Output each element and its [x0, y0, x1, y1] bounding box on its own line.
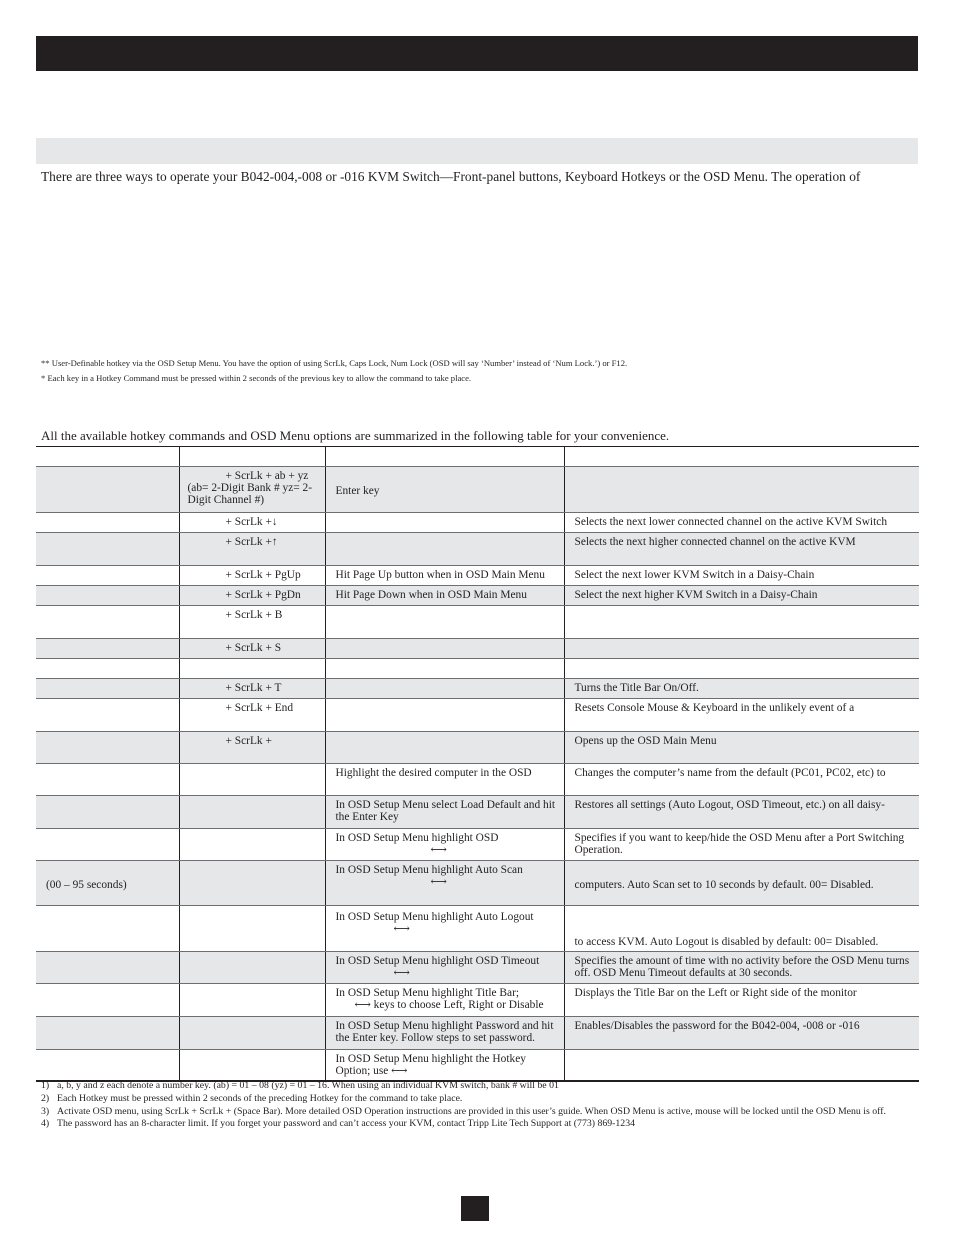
table-row: [36, 906, 919, 952]
osd-cell: Highlight the desired computer in the OSD: [325, 764, 564, 796]
hotkey-cell: [179, 796, 325, 829]
function-cell: [36, 566, 179, 586]
description-cell: Select the next higher KVM Switch in a Daisy-Chain: [564, 586, 919, 606]
description-cell: Opens up the OSD Main Menu: [564, 732, 919, 764]
footnote-number: 2): [41, 1092, 50, 1104]
hotkey-subtext: (ab= 2-Digit Bank # yz= 2-Digit Channel #): [187, 482, 313, 506]
function-cell: [36, 984, 179, 1017]
function-cell: [36, 679, 179, 699]
function-cell: [36, 829, 179, 861]
description-cell: Displays the Title Bar on the Left or Right side of the monitor: [564, 984, 919, 1017]
description-cell: Selects the next higher connected channel on the active KVM: [564, 533, 919, 566]
arrow-keys-icon: ⟷: [430, 876, 447, 888]
table-row: [36, 829, 919, 861]
function-cell: [36, 796, 179, 829]
table-row: [36, 639, 919, 659]
hotkey-cell: [179, 952, 325, 984]
description-cell: Specifies if you want to keep/hide the OSD Menu after a Port Switching Operation.: [564, 829, 919, 861]
osd-cell: [325, 699, 564, 732]
hotkey-cell: [179, 1050, 325, 1081]
osd-cell: [325, 606, 564, 639]
table-row: [36, 1050, 919, 1081]
table-row: [36, 861, 919, 906]
hotkey-cell: + ScrLk + B: [179, 606, 325, 639]
table-row: [36, 1017, 919, 1050]
hotkey-cell: + ScrLk + T: [179, 679, 325, 699]
osd-cell: [325, 659, 564, 679]
function-cell: [36, 639, 179, 659]
osd-text: In OSD Setup Menu highlight Auto Scan: [335, 864, 523, 876]
header-cell: [325, 447, 564, 467]
osd-cell: [325, 732, 564, 764]
function-cell: [36, 1050, 179, 1081]
function-cell: [36, 699, 179, 732]
footnote-number: 3): [41, 1105, 50, 1117]
description-cell: to access KVM. Auto Logout is disabled by default: 00= Disabled.: [564, 906, 919, 952]
osd-cell: [325, 829, 564, 861]
hotkey-cell: + ScrLk + PgDn: [179, 586, 325, 606]
table-row: [36, 796, 919, 829]
description-cell: [564, 467, 919, 513]
table-row: [36, 952, 919, 984]
header-cell: [36, 447, 179, 467]
header-cell: [179, 447, 325, 467]
hotkey-cell: [179, 906, 325, 952]
osd-cell: [325, 533, 564, 566]
footnote-text: a, b, y and z each denote a number key. (ab) = 01 – 08 (yz) = 01 – 16. When using an individual KVM switch, bank # will be 01: [57, 1080, 559, 1091]
table-row: [36, 659, 919, 679]
description-cell: [564, 659, 919, 679]
osd-text: In OSD Setup Menu highlight Auto Logout: [335, 911, 534, 923]
description-cell: Specifies the amount of time with no activity before the OSD Menu turns off. OSD Menu Timeout defaults at 30 seconds.: [564, 952, 919, 984]
arrow-keys-icon: ⟷: [393, 923, 410, 935]
footnote: [41, 1106, 921, 1119]
osd-text: In OSD Setup Menu highlight OSD Timeout: [335, 955, 540, 967]
function-cell: [36, 606, 179, 639]
osd-cell: Hit Page Down when in OSD Main Menu: [325, 586, 564, 606]
description-cell: Resets Console Mouse & Keyboard in the unlikely event of a: [564, 699, 919, 732]
intro-paragraph: There are three ways to operate your B042-004,-008 or -016 KVM Switch—Front-panel buttons, Keyboard Hotkeys or the OSD Menu. The operation of: [41, 169, 861, 184]
table-row: [36, 467, 919, 513]
osd-cell: [325, 1050, 564, 1081]
osd-cell: [325, 513, 564, 533]
footnote-number: 1): [41, 1080, 50, 1091]
osd-cell: [325, 984, 564, 1017]
table-row: [36, 764, 919, 796]
hotkey-cell: [179, 1017, 325, 1050]
arrow-keys-icon: ⟷: [393, 967, 410, 979]
hotkey-cell: [179, 984, 325, 1017]
osd-cell: [325, 639, 564, 659]
footnote: [41, 1118, 921, 1131]
function-cell: [36, 1017, 179, 1050]
description-cell: [564, 639, 919, 659]
osd-text: In OSD Setup Menu highlight the Hotkey: [335, 1053, 526, 1065]
table-row: [36, 699, 919, 732]
footnote-text: The password has an 8-character limit. If you forget your password and can’t access your KVM, contact Tripp Lite Tech Support at (773) 869-1234: [57, 1118, 636, 1130]
function-cell: [36, 586, 179, 606]
function-cell: [36, 513, 179, 533]
description-cell: Turns the Title Bar On/Off.: [564, 679, 919, 699]
osd-cell: Enter key: [325, 467, 564, 513]
footnote-text: Activate OSD menu, using ScrLk + ScrLk + (Space Bar). More detailed OSD Operation instructions are provided in this user’s guide. When OSD Menu is active, mouse will be locked until the OSD Menu is off.: [57, 1105, 886, 1117]
description-cell: Selects the next lower connected channel on the active KVM Switch: [564, 513, 919, 533]
hotkey-cell: + ScrLk +↓: [179, 513, 325, 533]
hotkey-cell: [179, 659, 325, 679]
table-row: [36, 513, 919, 533]
footnotes: [41, 1080, 921, 1131]
description-cell: Enables/Disables the password for the B042-004, -008 or -016: [564, 1017, 919, 1050]
description-cell: Changes the computer’s name from the default (PC01, PC02, etc) to: [564, 764, 919, 796]
description-cell: [564, 1050, 919, 1081]
hotkey-cell: [179, 829, 325, 861]
function-cell: [36, 467, 179, 513]
footnote: [41, 1080, 921, 1093]
footnote: [41, 1093, 921, 1106]
table-row: [36, 732, 919, 764]
table-row: [36, 606, 919, 639]
table-row: [36, 566, 919, 586]
section-heading-bar: [36, 138, 918, 164]
table-header-row: [36, 447, 919, 467]
note-key-timing: * Each key in a Hotkey Command must be pressed within 2 seconds of the previous key to allow the command to take place.: [41, 373, 472, 383]
function-cell: (00 – 95 seconds): [36, 861, 179, 906]
osd-subtext: ⟷ keys to choose Left, Right or Disable: [354, 999, 544, 1011]
function-cell: [36, 906, 179, 952]
hotkey-cell: + ScrLk +↑: [179, 533, 325, 566]
function-cell: [36, 952, 179, 984]
osd-cell: In OSD Setup Menu highlight Password and hit the Enter key. Follow steps to set password.: [325, 1017, 564, 1050]
header-cell: [564, 447, 919, 467]
description-cell: Select the next lower KVM Switch in a Daisy-Chain: [564, 566, 919, 586]
header-bar: [36, 36, 918, 71]
note-user-definable-hotkey: ** User-Definable hotkey via the OSD Setup Menu. You have the option of using ScrLk, Caps Lock, Num Lock (OSD will say ‘Number’ instead of ‘Num Lock.’) or F12.: [41, 358, 628, 368]
osd-cell: Hit Page Up button when in OSD Main Menu: [325, 566, 564, 586]
description-cell: computers. Auto Scan set to 10 seconds by default. 00= Disabled.: [564, 861, 919, 906]
hotkey-cell: [179, 861, 325, 906]
hotkey-cell: + ScrLk +: [179, 732, 325, 764]
function-cell: [36, 764, 179, 796]
footnote-number: 4): [41, 1118, 50, 1130]
osd-cell: [325, 861, 564, 906]
description-cell: Restores all settings (Auto Logout, OSD Timeout, etc.) on all daisy-: [564, 796, 919, 829]
osd-text: In OSD Setup Menu highlight Title Bar;: [335, 987, 520, 999]
osd-text: In OSD Setup Menu highlight OSD: [335, 832, 499, 844]
function-cell: [36, 732, 179, 764]
osd-cell: [325, 952, 564, 984]
function-cell: [36, 659, 179, 679]
hotkey-cell: [179, 764, 325, 796]
hotkey-cell: + ScrLk + End: [179, 699, 325, 732]
table-row: [36, 533, 919, 566]
osd-subtext: Option; use ⟷: [335, 1065, 408, 1077]
arrow-keys-icon: ⟷: [430, 844, 447, 856]
table-summary-text: All the available hotkey commands and OSD Menu options are summarized in the following table for your convenience.: [41, 428, 670, 443]
page-number-box: [461, 1196, 489, 1221]
function-cell: [36, 533, 179, 566]
osd-cell: In OSD Setup Menu select Load Default and hit the Enter Key: [325, 796, 564, 829]
hotkey-cell: + ScrLk + S: [179, 639, 325, 659]
table-row: [36, 679, 919, 699]
footnote-text: Each Hotkey must be pressed within 2 seconds of the preceding Hotkey for the command to take place.: [57, 1092, 463, 1104]
hotkey-cell: + ScrLk + PgUp: [179, 566, 325, 586]
table-row: [36, 984, 919, 1017]
hotkey-osd-table: [36, 446, 919, 1082]
hotkey-cell: [179, 467, 325, 513]
hotkey-text: + ScrLk + ab + yz: [225, 470, 309, 482]
table-row: [36, 586, 919, 606]
description-cell: [564, 606, 919, 639]
osd-cell: [325, 679, 564, 699]
osd-cell: [325, 906, 564, 952]
